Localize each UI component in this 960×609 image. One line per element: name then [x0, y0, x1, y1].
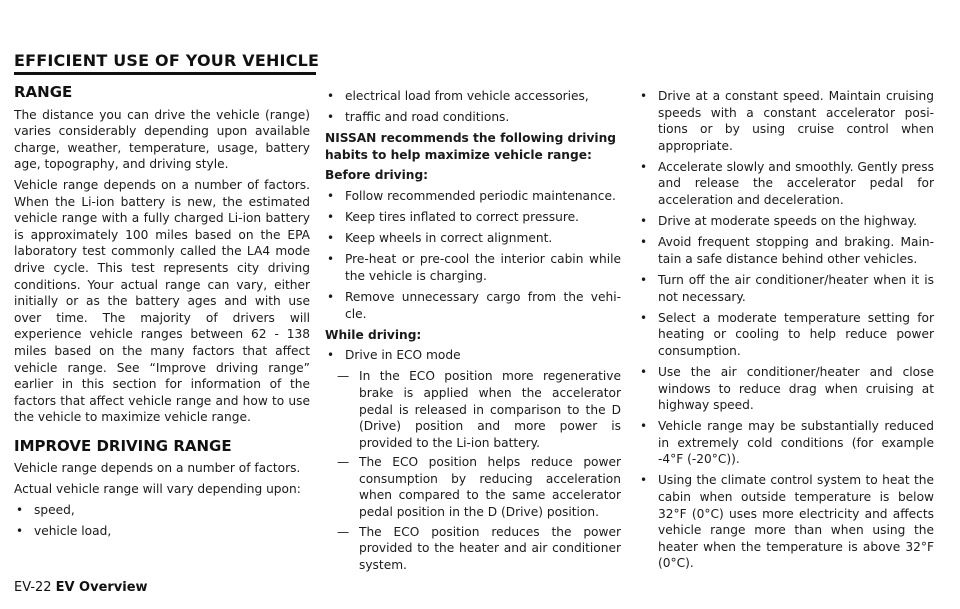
sub-list-item	[325, 368, 621, 451]
list-item: • speed,	[14, 502, 310, 519]
column-2	[325, 88, 621, 576]
while-driving-list	[325, 347, 621, 364]
header-rule	[14, 72, 316, 75]
list-item: • Pre-heat or pre-cool the interior cabin while the vehicle is charging.	[325, 251, 621, 284]
list-item: • Remove unnecessary cargo from the vehi-cle.	[325, 289, 621, 322]
sub-list-item	[325, 524, 621, 574]
sub-list-item	[325, 454, 621, 520]
page-number: EV-22	[14, 580, 52, 595]
recommend-heading: NISSAN recommends the following driving habits to help maximize vehicle range:	[325, 131, 616, 162]
factor-list	[14, 502, 310, 540]
dash-mark: —	[337, 369, 350, 384]
list-item: • Select a moderate temperature setting for heating or cooling to help reduce power consumption.	[638, 310, 934, 360]
dash-mark: —	[337, 455, 350, 470]
sub-list-text: The ECO position helps reduce power consumption by reducing acceleration when compared to the same accelerator pedal position in the D (Drive) position.	[359, 455, 621, 520]
list-item: • Avoid frequent stopping and braking. Main-tain a safe distance behind other vehicles.	[638, 234, 934, 267]
list-item: • Turn off the air conditioner/heater when it is not necessary.	[638, 272, 934, 305]
list-item: • Keep wheels in correct alignment.	[325, 230, 621, 247]
factor-list-continued	[325, 88, 621, 126]
sub-list-text: The ECO position reduces the power provided to the heater and air conditioner system.	[359, 524, 621, 572]
list-item: • Use the air conditioner/heater and close windows to reduce drag when cruising at highway speed.	[638, 364, 934, 414]
list-item: • traffic and road conditions.	[325, 109, 621, 126]
list-item: • Drive at moderate speeds on the highway.	[638, 213, 934, 230]
before-driving-list	[325, 188, 621, 322]
list-item: • Drive at a constant speed. Maintain cruising speeds with a constant accelerator posi-tions or by using cruise control when appropriate.	[638, 88, 934, 154]
list-item: • vehicle load,	[14, 523, 310, 540]
while-driving-heading: While driving:	[325, 327, 422, 342]
list-item: • Vehicle range may be substantially reduced in extremely cold conditions (for example -4°F (-20°C)).	[638, 418, 934, 468]
before-driving-heading: Before driving:	[325, 168, 429, 183]
range-paragraph-2: Vehicle range depends on a number of factors. When the Li-ion battery is new, the estimated vehicle range with a fully charged Li-ion battery is approximately 100 miles based on the EPA laboratory test commonly called the LA4 mode drive cycle. This test represents city driving conditions. Your actual range can vary, either initially or as the battery ages and with use over time. The majority of drivers will experience vehicle ranges between 62 - 138 miles based on the many factors that affect vehicle range. See “Improve driving range” earlier in this section for information of the factors that affect vehicle range and how to use the vehicle to maximize vehicle range.	[14, 177, 310, 425]
section-title: EFFICIENT USE OF YOUR VEHICLE	[14, 51, 320, 70]
improve-paragraph-1: Vehicle range depends on a number of factors.	[14, 461, 301, 476]
range-paragraph-1: The distance you can drive the vehicle (range) varies considerably depending upon available charge, weather, temperature, usage, battery age, topography, and driving style.	[14, 107, 310, 172]
column-1	[14, 84, 310, 544]
list-item: • Accelerate slowly and smoothly. Gently press and release the accelerator pedal for acceleration and deceleration.	[638, 159, 934, 209]
list-item: • Drive in ECO mode	[325, 347, 621, 364]
range-heading: RANGE	[14, 83, 73, 101]
driving-tips-list	[638, 88, 934, 572]
list-item: • Follow recommended periodic maintenance.	[325, 188, 621, 205]
list-item: • Using the climate control system to heat the cabin when outside temperature is below 32°F (0°C) uses more electricity and affects vehicle range more than when using the heater when the temperature is above 32°F (0°C).	[638, 472, 934, 572]
list-item: • electrical load from vehicle accessories,	[325, 88, 621, 105]
improve-range-heading: IMPROVE DRIVING RANGE	[14, 436, 232, 455]
column-3	[638, 88, 934, 577]
page-footer	[14, 580, 148, 595]
eco-sublist	[325, 368, 621, 573]
improve-paragraph-2: Actual vehicle range will vary depending upon:	[14, 482, 301, 497]
footer-title: EV Overview	[55, 580, 148, 595]
list-item: • Keep tires inflated to correct pressure.	[325, 209, 621, 226]
dash-mark: —	[337, 524, 350, 539]
sub-list-text: In the ECO position more regenerative brake is applied when the accelerator pedal is released in comparison to the D (Drive) position and more power is provided to the Li-ion battery.	[359, 369, 621, 450]
